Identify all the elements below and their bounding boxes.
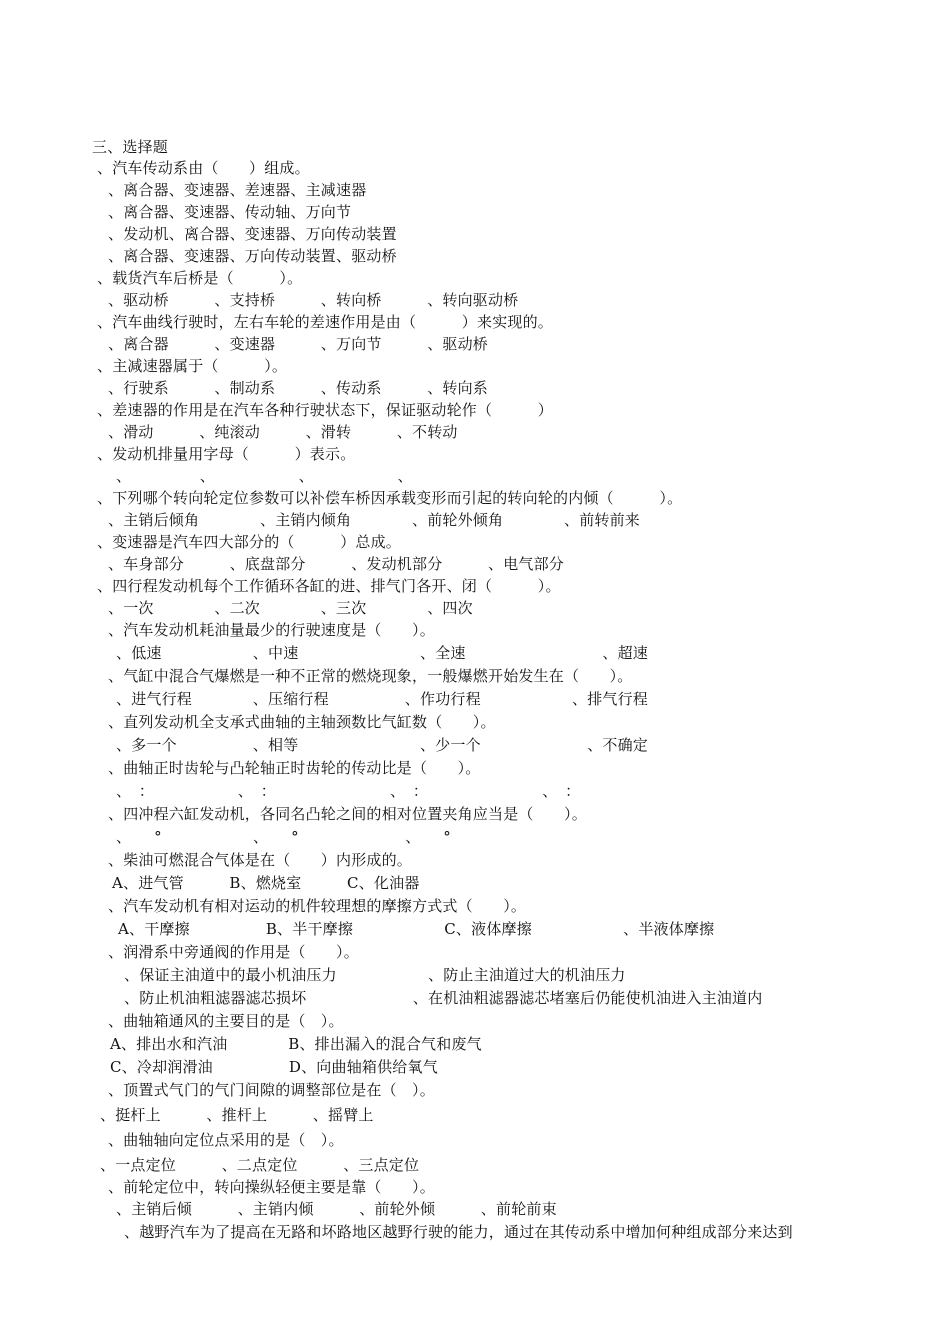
option-line: 、主销后倾角 、主销内倾角 、前轮外倾角 、前转前来	[108, 511, 641, 529]
question-12: 、直列发动机全支承式曲轴的主轴颈数比气缸数（ ）。	[108, 713, 496, 731]
question-2: 、载货汽车后桥是（ ）。	[97, 269, 303, 287]
question-8: 、变速器是汽车四大部分的（ ）总成。	[97, 533, 402, 551]
option-line: 、挺杆上 、推杆上 、摇臂上	[100, 1106, 374, 1124]
question-19: 、顶置式气门的气门间隙的调整部位是在（ ）。	[108, 1081, 435, 1099]
section-title: 三、选择题	[92, 138, 169, 156]
option-line: 、多一个 、相等 、少一个 、不确定	[116, 736, 649, 754]
option-line: 、离合器 、变速器 、万向节 、驱动桥	[108, 335, 489, 353]
question-4: 、主减速器属于（ ）。	[97, 357, 288, 375]
question-18: 、曲轴箱通风的主要目的是（ ）。	[108, 1012, 344, 1030]
option-line: 、离合器、变速器、传动轴、万向节	[108, 203, 352, 221]
question-15: 、柴油可燃混合气体是在（ ）内形成的。	[108, 851, 413, 869]
option-line: 、主销后倾 、主销内倾 、前轮外倾 、前轮前束	[116, 1200, 557, 1218]
option-line: 、保证主油道中的最小机油压力 、防止主油道过大的机油压力	[124, 966, 626, 984]
question-3: 、汽车曲线行驶时，左右车轮的差速作用是由（ ）来实现的。	[97, 313, 554, 331]
option-line: 、进气行程 、压缩行程 、作功行程 、排气行程	[116, 690, 649, 708]
option-line: 、离合器、变速器、万向传动装置、驱动桥	[108, 247, 397, 265]
question-13: 、曲轴正时齿轮与凸轮轴正时齿轮的传动比是（ ）。	[108, 759, 481, 777]
option-line: 、一次 、二次 、三次 、四次	[108, 599, 473, 617]
option-line: 、 、 、 、	[116, 467, 413, 485]
option-line: A、排出水和汽油 B、排出漏入的混合气和废气	[110, 1035, 482, 1053]
option-line: 、发动机、离合器、变速器、万向传动装置	[108, 225, 397, 243]
question-20: 、曲轴轴向定位点采用的是（ ）。	[108, 1131, 344, 1149]
option-line: 、车身部分 、底盘部分 、发动机部分 、电气部分	[108, 555, 565, 573]
question-22: 、越野汽车为了提高在无路和坏路地区越野行驶的能力，通过在其传动系中增加何种组成部分来达到	[124, 1223, 793, 1241]
question-10: 、汽车发动机耗油量最少的行驶速度是（ ）。	[108, 621, 435, 639]
option-line: 、 ： 、 ： 、 ： 、 ：	[116, 782, 581, 800]
option-line: 、 ° 、 ° 、 °	[116, 828, 452, 846]
option-line: 、驱动桥 、支持桥 、转向桥 、转向驱动桥	[108, 291, 519, 309]
question-14: 、四冲程六缸发动机，各同名凸轮之间的相对位置夹角应当是（ ）。	[108, 805, 587, 823]
option-line: 、低速 、中速 、全速 、超速	[116, 644, 649, 662]
option-line: 、防止机油粗滤器滤芯损坏 、在机油粗滤器滤芯堵塞后仍能使机油进入主油道内	[124, 989, 763, 1007]
question-6: 、发动机排量用字母（ ）表示。	[97, 445, 356, 463]
option-line: A、进气管 B、燃烧室 C、化油器	[112, 874, 420, 892]
option-line: 、离合器、变速器、差速器、主减速器	[108, 181, 367, 199]
question-21: 、前轮定位中，转向操纵轻便主要是靠（ ）。	[108, 1178, 435, 1196]
option-line: A、干摩擦 B、半干摩擦 C、液体摩擦 、半液体摩擦	[118, 920, 715, 938]
question-16: 、汽车发动机有相对运动的机件较理想的摩擦方式式（ ）。	[108, 897, 527, 915]
option-line: 、行驶系 、制动系 、传动系 、转向系	[108, 379, 489, 397]
question-17: 、润滑系中旁通阀的作用是（ ）。	[108, 943, 359, 961]
option-line: 、滑动 、纯滚动 、滑转 、不转动	[108, 423, 458, 441]
question-11: 、气缸中混合气爆燃是一种不正常的燃烧现象，一般爆燃开始发生在（ ）。	[108, 667, 633, 685]
question-5: 、差速器的作用是在汽车各种行驶状态下，保证驱动轮作（ ）	[97, 401, 554, 419]
question-9: 、四行程发动机每个工作循环各缸的进、排气门各开、闭（ ）。	[97, 577, 561, 595]
option-line: 、一点定位 、二点定位 、三点定位	[100, 1156, 420, 1174]
option-line: C、冷却润滑油 D、向曲轴箱供给氧气	[110, 1058, 438, 1076]
question-1: 、汽车传动系由（ ）组成。	[97, 159, 310, 177]
question-7: 、下列哪个转向轮定位参数可以补偿车桥因承载变形而引起的转向轮的内倾（ ）。	[97, 489, 683, 507]
